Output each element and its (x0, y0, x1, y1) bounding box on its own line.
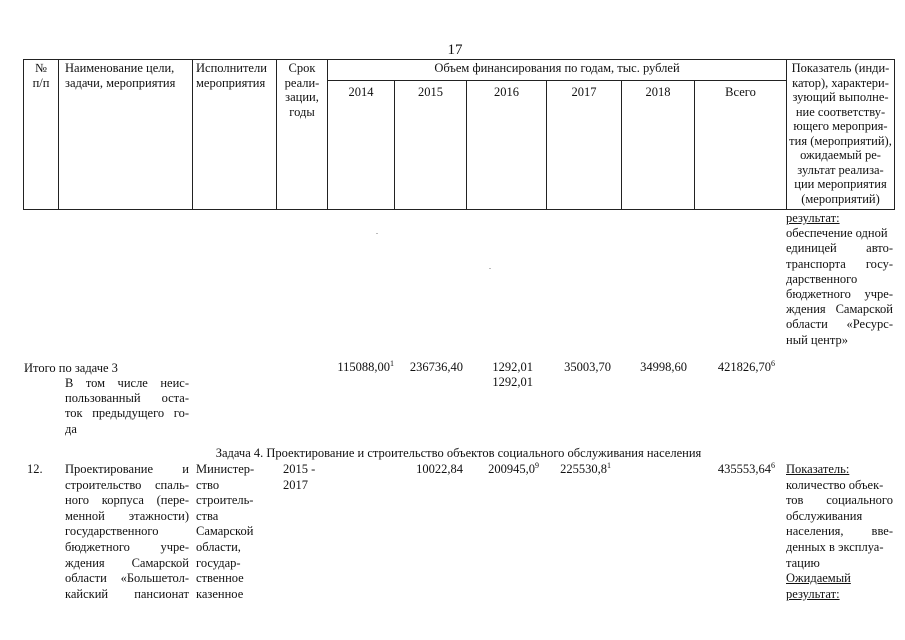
scan-speck (376, 233, 378, 234)
header-term-line: годы (289, 104, 315, 119)
row12-indicator-line: обслуживания (786, 508, 863, 523)
header-name (65, 61, 192, 90)
row12-2017 (547, 462, 611, 477)
total3-2015: 236736,40 (409, 360, 463, 374)
header-executors (196, 61, 276, 90)
row12-exec-line: Самарской (196, 524, 254, 539)
header-indicator-line: ожидаемый ре- (800, 148, 881, 162)
header-executors-line: Исполнители (196, 61, 267, 75)
header-executors-line: мероприятия (196, 75, 266, 90)
total3-2014-value: 115088,00 (337, 360, 390, 374)
total3-sub-line: ток предыдущего го- (65, 406, 189, 421)
header-indicator-line: ции мероприятия (794, 177, 887, 191)
prev-result-block (786, 211, 893, 348)
row12-name-line: ждения Самарской (65, 555, 189, 570)
header-indicator-line: зультат реализа- (797, 162, 884, 177)
row12-name (65, 462, 189, 602)
row12-term-line: 2015 - (283, 462, 316, 476)
total3-sub (65, 376, 189, 437)
row12-name-line: бюджетного учре- (65, 539, 189, 554)
row12-exec-line: государ- (196, 555, 241, 570)
header-indicator-line: ние соответству- (795, 104, 886, 119)
row12-term (283, 462, 327, 493)
row12-expected-label: Ожидаемый (786, 571, 851, 586)
row12-name-line: менной этажности) (65, 508, 189, 523)
header-year-2018: 2018 (645, 85, 671, 99)
total3-sub-line: В том числе неис- (65, 376, 189, 390)
total3-2014-footnote: 1 (390, 359, 394, 368)
row12-name-line: области «Большетол- (65, 571, 189, 586)
header-year-2015: 2015 (418, 85, 443, 99)
row12-total-footnote: 6 (771, 461, 775, 470)
row12-2016-footnote: 9 (535, 461, 539, 470)
prev-result-line: дарственного (786, 271, 858, 286)
prev-result-line: единицей авто- (786, 241, 893, 256)
total3-sub-line: пользованный оста- (65, 391, 189, 406)
row12-indicator-label: Показатель: (786, 462, 850, 476)
header-term-line: реали- (284, 75, 320, 90)
row12-total (695, 462, 775, 477)
header-indicator-line: тия (мероприятий), (789, 133, 892, 148)
row12-2017-footnote: 1 (607, 461, 611, 470)
header-num (24, 61, 58, 90)
row12-exec-line: Министер- (196, 462, 255, 476)
total3-2016: 1292,01 (492, 360, 533, 374)
page-number: 17 (447, 42, 463, 58)
row12-2017-value: 225530,8 (560, 462, 607, 476)
row12-indicator-line: населения, вве- (786, 524, 893, 539)
header-year-total: Всего (725, 85, 756, 99)
row12-name-line: строительство спаль- (65, 477, 189, 492)
row12-expected-label: результат: (786, 586, 840, 601)
total3-2017: 35003,70 (564, 360, 611, 374)
row12-exec-line: ственное (196, 571, 244, 586)
row12-indicator-line: количество объек- (786, 477, 884, 492)
header-year-2016: 2016 (494, 85, 519, 99)
row12-2015: 10022,84 (416, 462, 463, 476)
row12-executors (196, 462, 276, 602)
total3-label: Итого по задаче 3 (24, 361, 118, 375)
row12-name-line: кайский пансионат (65, 586, 189, 601)
header-term-line: Срок (288, 61, 316, 75)
row12-exec-line: ство (196, 477, 220, 492)
header-indicator-line: катор), характери- (792, 75, 889, 90)
header-term (277, 61, 327, 119)
header-name-line: задачи, мероприятия (65, 75, 176, 90)
prev-result-label: результат: (786, 211, 840, 225)
header-indicator-line: Показатель (инди- (791, 61, 890, 75)
row12-name-line: Проектирование и (65, 462, 189, 476)
scan-speck (489, 268, 491, 269)
total3-2016-sub: 1292,01 (492, 375, 533, 389)
row12-indicator-line: тов социального (786, 493, 893, 508)
total3-total-footnote: 6 (771, 359, 775, 368)
total3-2018: 34998,60 (640, 360, 687, 374)
row12-exec-line: казенное (196, 586, 244, 601)
row12-name-line: ного корпуса (пере- (65, 493, 189, 508)
header-name-line: Наименование цели, (65, 61, 175, 75)
header-indicator (787, 61, 894, 206)
prev-result-line: ный центр» (786, 332, 848, 347)
header-year-2017: 2017 (571, 85, 597, 99)
row12-term-line: 2017 (283, 477, 308, 492)
row12-indicator-line: тацию (786, 555, 820, 570)
header-indicator-line: ющего мероприя- (793, 119, 888, 133)
prev-result-line: области «Ресурс- (786, 317, 893, 332)
prev-result-line: бюджетного учре- (786, 287, 893, 302)
row12-2016-value: 200945,0 (488, 462, 535, 476)
prev-result-line: обеспечение одной (786, 226, 888, 241)
total3-total-value: 421826,70 (717, 360, 771, 374)
row12-exec-line: ства (196, 508, 219, 523)
total3-2014 (328, 360, 394, 375)
task4-title: Задача 4. Проектирование и строительство объектов социального обслуживания населения (215, 446, 702, 460)
row12-indicator (786, 462, 893, 602)
header-indicator-line: зующий выполне- (792, 90, 889, 104)
prev-result-line: ждения Самарской (786, 302, 893, 317)
header-term-line: зации, (285, 90, 319, 104)
header-indicator-line: (мероприятий) (801, 191, 880, 206)
row12-total-value: 435553,64 (717, 462, 771, 476)
header-year-2014: 2014 (348, 85, 374, 99)
row12-indicator-line: денных в эксплуа- (786, 539, 884, 554)
total3-sub-line: да (65, 421, 77, 436)
header-num-line: № (35, 61, 47, 75)
header-num-line: п/п (32, 75, 50, 90)
prev-result-line: транспорта госу- (786, 256, 893, 271)
total3-total (695, 360, 775, 375)
row12-exec-line: области, (196, 539, 241, 554)
header-funding-title: Объем финансирования по годам, тыс. рублей (434, 61, 680, 75)
row12-num: 12. (27, 462, 43, 476)
row12-2016 (467, 462, 539, 477)
row12-exec-line: строитель- (196, 493, 254, 508)
row12-name-line: государственного (65, 524, 159, 539)
